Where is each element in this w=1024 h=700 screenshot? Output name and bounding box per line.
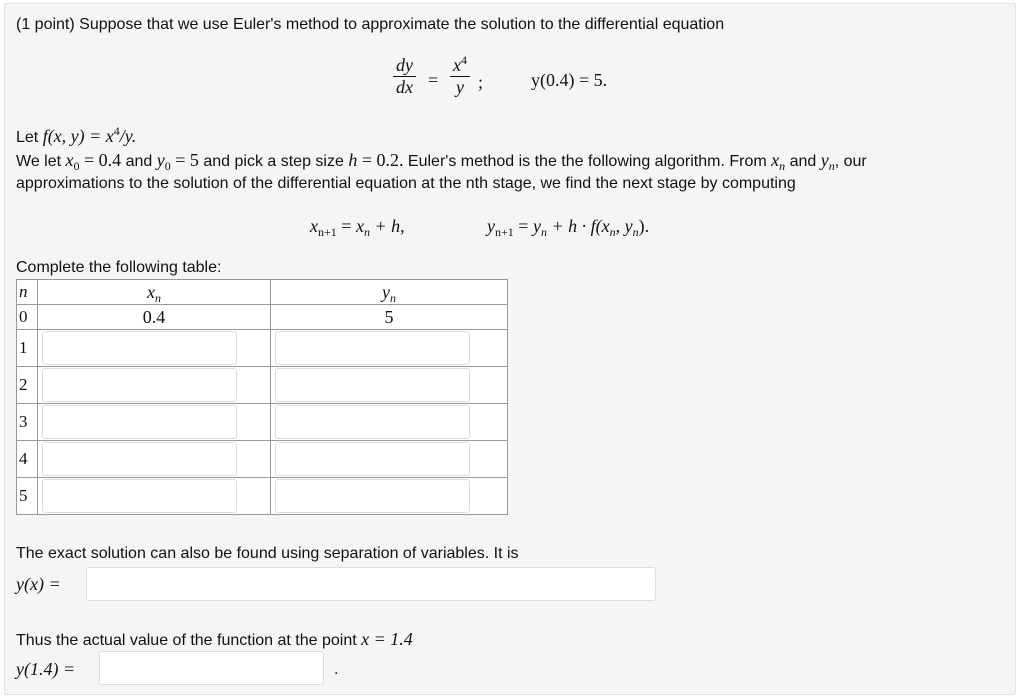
actual-trailing-period: . [334,661,339,678]
ode-lhs-fraction: $\frac{dy}{dx}$ [393,55,416,98]
actual-value-text: Thus the actual value of the function at the point x = 1.4 [16,629,413,649]
row-n: 3 [17,404,38,441]
y3-input[interactable] [275,405,470,439]
row0-y-value: 5 [271,305,508,330]
approximations-line: approximations to the solution of the differential equation at the nth stage, we find the next stage by computing [16,175,796,192]
we-let-line: We let $x_0 = 0.4$ and $y_0 = 5$ and pick a step size h = 0.2. Euler's method is the the following algorithm. From $x_n$ and $y_n$, our [16,150,867,173]
table-header-row [17,280,508,305]
ode-rhs-fraction: $\frac{x^4}{y}$ [450,55,470,98]
header-n: n [17,280,38,305]
ode-semicolon: ; [478,72,484,92]
ode-initial-condition: y(0.4) = 5. [531,70,608,90]
x3-input[interactable] [42,405,237,439]
actual-value-input[interactable] [99,651,324,685]
ode-equals: = [428,70,439,90]
actual-point: x = 1.4 [361,629,413,649]
row-n: 0 [17,305,38,330]
exact-solution-label: y(x) = [16,574,61,594]
table-prompt: Complete the following table: [16,259,222,276]
x4-input[interactable] [42,442,237,476]
exact-solution-input[interactable] [86,567,656,601]
actual-value-label: y(1.4) = [16,659,76,679]
table-row-1 [17,330,508,367]
x1-input[interactable] [42,331,237,365]
y2-input[interactable] [275,368,470,402]
row-n: 5 [17,478,38,515]
header-yn: $y_n$ [271,280,508,305]
header-xn: $x_n$ [38,280,271,305]
row0-x-value: 0.4 [38,305,271,330]
y1-input[interactable] [275,331,470,365]
exact-solution-text: The exact solution can also be found using separation of variables. It is [16,545,519,562]
row-n: 1 [17,330,38,367]
let-line: Let f(x, $y) = x^4/y$. [16,124,137,146]
formula-x-next: $x_{n+1} = x_n + h$, [310,216,405,239]
x5-input[interactable] [42,479,237,513]
table-row-2 [17,367,508,404]
table-row-0 [17,305,508,330]
y5-input[interactable] [275,479,470,513]
euler-table [16,279,508,515]
row-n: 4 [17,441,38,478]
formula-y-next: $y_{n+1} = y_n + h \cdot f(x_n$, $y_n$). [487,216,650,239]
y4-input[interactable] [275,442,470,476]
table-row-5 [17,478,508,515]
table-row-4 [17,441,508,478]
problem-intro: (1 point) Suppose that we use Euler's method to approximate the solution to the differential equation [16,16,725,33]
x2-input[interactable] [42,368,237,402]
table-row-3 [17,404,508,441]
row-n: 2 [17,367,38,404]
